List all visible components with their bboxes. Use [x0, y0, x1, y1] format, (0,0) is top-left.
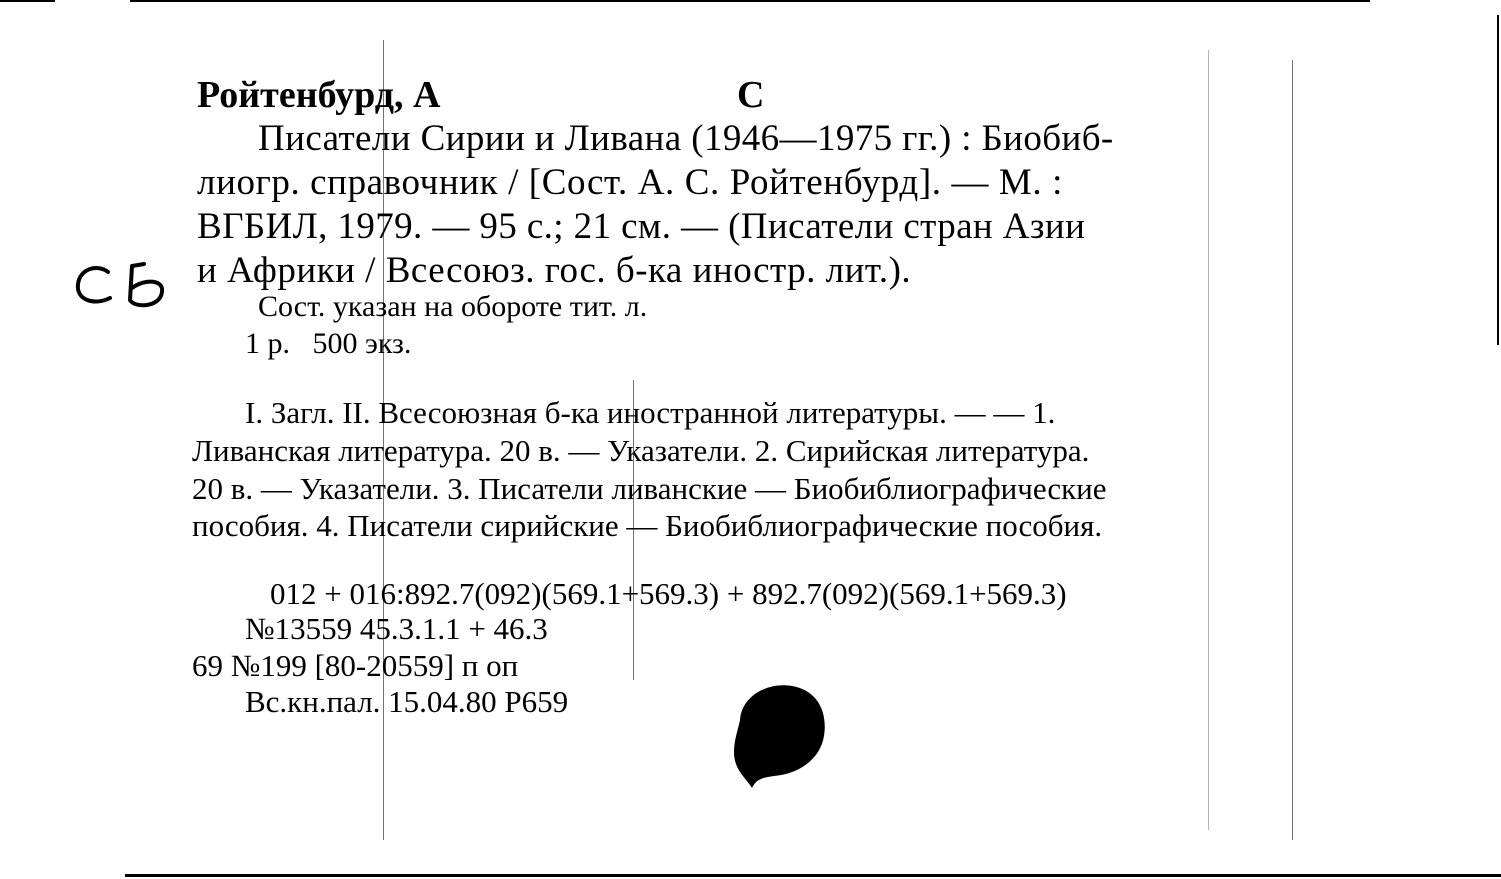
classification-line: №13559 45.3.1.1 + 46.3: [245, 611, 548, 646]
registration-line: 69 №199 [80-20559] п оп: [192, 648, 519, 683]
description-line: ВГБИЛ, 1979. — 95 с.; 21 см. — (Писатели стран Азии: [197, 206, 1086, 247]
registration-line: Вс.кн.пал. 15.04.80 Р659: [245, 684, 569, 719]
classification-line: 012 + 016:892.7(092)(569.1+569.3) + 892.7(092)(569.1+569.3): [270, 576, 1067, 611]
tracing-line: пособия. 4. Писатели сирийские — Биобиблиографические пособия.: [192, 508, 1103, 543]
scan-line: [1208, 50, 1209, 830]
card-top-edge: [130, 0, 1370, 2]
card-corner-mark: [0, 0, 55, 2]
description-line: и Африки / Всесоюз. гос. б-ка иностр. лит.).: [197, 250, 912, 291]
description-line: Писатели Сирии и Ливана (1946—1975 гг.) : Биобиб-: [258, 118, 1114, 159]
heading-letter: С: [737, 74, 765, 116]
handwritten-mark: [72, 258, 182, 314]
card-right-edge: [1497, 15, 1499, 345]
heading-author: Ройтенбурд, А: [197, 74, 441, 116]
scan-line: [1292, 60, 1293, 840]
tracing-line: I. Загл. II. Всесоюзная б-ка иностранной литературы. — — 1.: [245, 395, 1056, 430]
card-bottom-edge: [125, 874, 1501, 877]
tracing-line: 20 в. — Указатели. 3. Писатели ливанские — Биобиблиографические: [192, 471, 1107, 506]
note-line: 1 р. 500 экз.: [245, 327, 412, 360]
note-line: Сост. указан на обороте тит. л.: [258, 290, 648, 323]
description-line: лиогр. справочник / [Сост. А. С. Ройтенбурд]. — М. :: [197, 162, 1063, 203]
ink-blot: [730, 680, 830, 790]
tracing-line: Ливанская литература. 20 в. — Указатели. 2. Сирийская литература.: [192, 433, 1090, 468]
